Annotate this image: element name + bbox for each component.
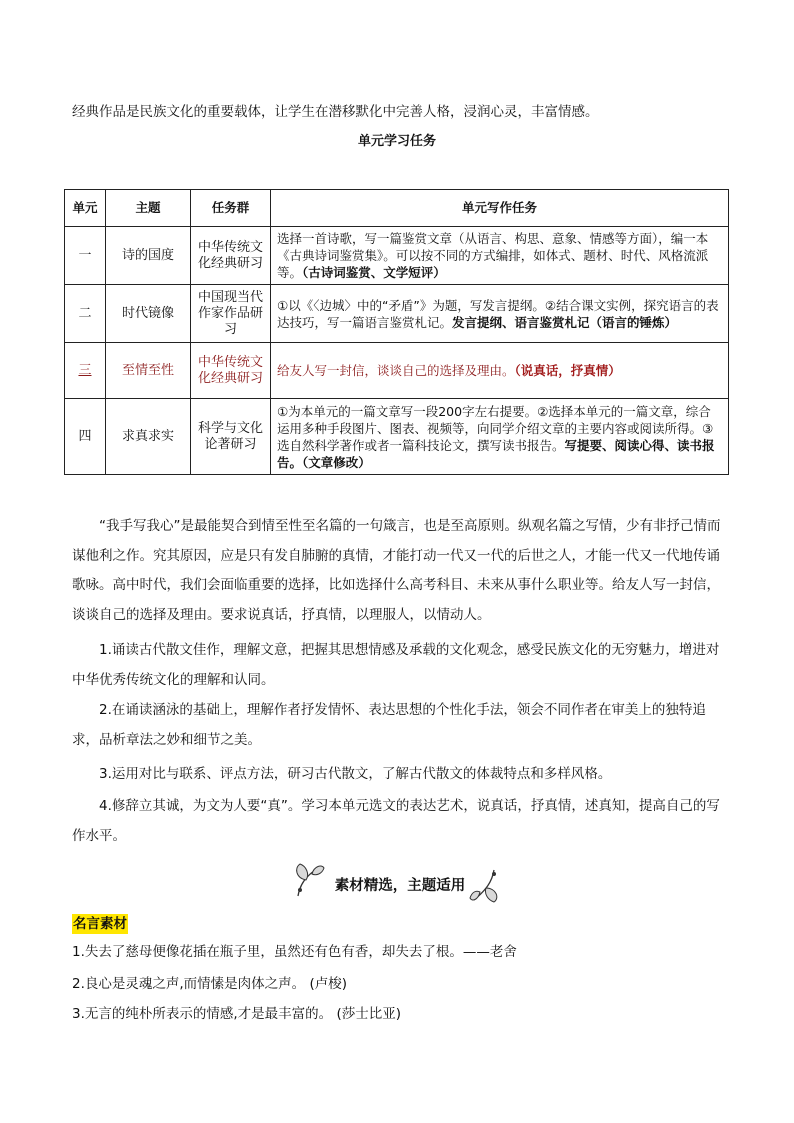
task-cell	[271, 285, 729, 343]
unit-cell: 一	[65, 227, 106, 285]
goal-item-1: 1.诵读古代散文佳作，理解文意，把握其思想情感及承载的文化观念，感受民族文化的无穷魅力，增进对中华优秀传统文化的理解和认同。	[72, 642, 720, 688]
task-cell	[271, 343, 729, 399]
header-unit: 单元	[65, 190, 106, 227]
table-row	[65, 227, 729, 285]
unit-cell: 三	[65, 343, 106, 399]
task-emphasis: （说真话，抒真情）	[514, 363, 621, 378]
table-row	[65, 285, 729, 343]
intro-text: 经典作品是民族文化的重要载体，让学生在潜移默化中完善人格，浸润心灵，丰富情感。	[72, 104, 599, 120]
unit-cell: 四	[65, 399, 106, 475]
goal-item-3: 3.运用对比与联系、评点方法，研习古代散文，了解古代散文的体裁特点和多样风格。	[99, 766, 612, 782]
goal-item-4: 4.修辞立其诚，为文为人要“真”。学习本单元选文的表达艺术，说真话，抒真情，述真知，提高自己的写作水平。	[72, 798, 720, 844]
task-emphasis: （古诗词鉴赏、文学短评）	[302, 265, 446, 280]
group-cell: 科学与文化论著研习	[191, 399, 271, 475]
task-cell	[271, 227, 729, 285]
table-header-row	[65, 190, 729, 227]
group-cell: 中国现当代作家作品研习	[191, 285, 271, 343]
section-title: 单元学习任务	[357, 134, 436, 149]
task-text: ①为本单元的一篇文章写一段200字左右提要。②选择本单元的一篇文章，综合运用多种手段图片、图表、视频等，向同学介绍文章的主要内容或阅读所得。③选自然科学著作或者一篇科技论文，撰写读书报告。	[277, 403, 714, 453]
section-banner	[292, 858, 504, 902]
task-emphasis: 发言提纲、语言鉴赏札记（语言的锤炼）	[452, 314, 678, 330]
banner-title: 素材精选，主题适用	[334, 878, 466, 894]
theme-cell: 时代镜像	[106, 285, 191, 343]
paragraph-writing-principle: “我手写我心”是最能契合到情至性至名篇的一句箴言，也是至高原则。纵观名篇之写情，少有非抒己情而谋他利之作。究其原因，应是只有发自肺腑的真情，才能打动一代又一代的后世之人，才能一代又一代地传诵歌咏。高中时代，我们会面临重要的选择，比如选择什么高考科目、未来从事什么职业等。给友人写一封信，谈谈自己的选择及理由。要求说真话，抒真情，以理服人，以情动人。	[72, 518, 721, 623]
quote-item: 1.失去了慈母便像花插在瓶子里，虽然还有色有香，却失去了根。——老舍	[72, 944, 517, 960]
header-theme: 主题	[106, 190, 191, 227]
unit-cell: 二	[65, 285, 106, 343]
quotes-tag: 名言素材	[73, 916, 127, 932]
group-cell: 中华传统文化经典研习	[191, 343, 271, 399]
task-text: ①以《〈边城〉中的“矛盾”》为题，写发言提纲。②结合课文实例，探究语言的表达技巧，写一篇语言鉴赏札记。	[277, 297, 719, 330]
table-row	[65, 399, 729, 475]
group-cell: 中华传统文化经典研习	[191, 227, 271, 285]
table-row	[65, 343, 729, 399]
theme-cell: 求真求实	[106, 399, 191, 475]
unit-task-table	[64, 189, 729, 475]
task-text: 给友人写一封信，谈谈自己的选择及理由。	[277, 363, 515, 378]
task-emphasis: 写提要、阅读心得、读书报告。（文章修改）	[277, 437, 715, 470]
task-cell	[271, 399, 729, 475]
theme-cell: 至情至性	[106, 343, 191, 399]
leaf-right-icon	[468, 866, 502, 906]
theme-cell: 诗的国度	[106, 227, 191, 285]
quote-item: 3.无言的纯朴所表示的情感,才是最丰富的。 (莎士比亚)	[72, 1006, 401, 1022]
header-group: 任务群	[191, 190, 271, 227]
task-text: 选择一首诗歌，写一篇鉴赏文章（从语言、构思、意象、情感等方面），编一本《古典诗词鉴赏集》。可以按不同的方式编排，如体式、题材、时代、风格流派等。	[277, 231, 709, 280]
goal-item-2: 2.在诵读涵泳的基础上，理解作者抒发情怀、表达思想的个性化手法，领会不同作者在审美上的独特追求，品析章法之妙和细节之美。	[72, 702, 706, 748]
quote-item: 2.良心是灵魂之声,而情愫是肉体之声。 (卢梭)	[72, 976, 347, 992]
header-task: 单元写作任务	[271, 190, 729, 227]
